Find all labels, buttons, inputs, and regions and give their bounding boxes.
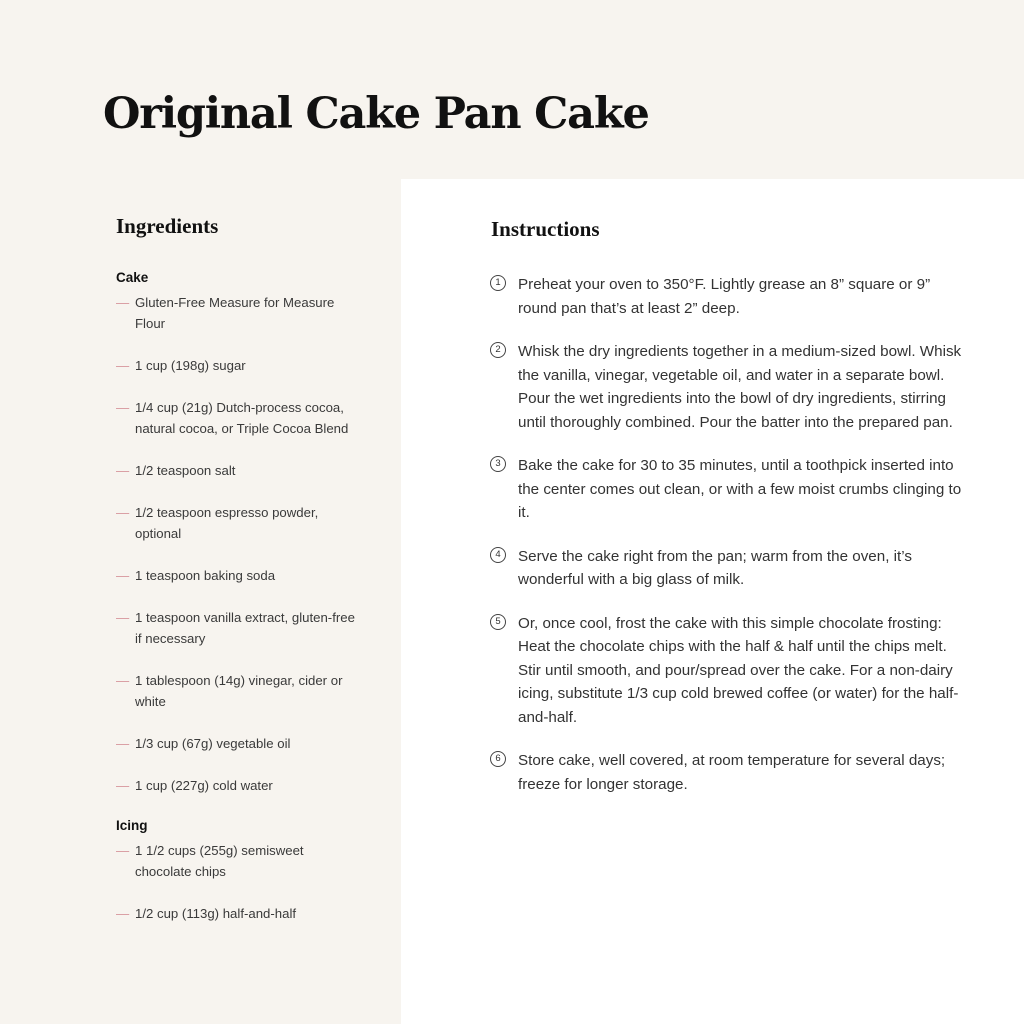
ingredient-item (116, 840, 356, 882)
ingredient-item (116, 502, 356, 544)
ingredient-item (116, 670, 356, 712)
ingredient-item (116, 292, 356, 334)
ingredient-group-label-cake: Cake (116, 270, 149, 285)
instruction-step (491, 273, 971, 320)
ingredient-item (116, 397, 356, 439)
instructions-heading: Instructions (491, 217, 600, 241)
step-text: Serve the cake right from the pan; warm from the oven, it’s wonderful with a big glass of milk. (518, 547, 912, 588)
dash-bullet-icon: — (116, 673, 130, 688)
ingredient-item (116, 733, 356, 754)
step-number-icon: 2 (490, 342, 506, 358)
instruction-steps (491, 273, 971, 796)
dash-bullet-icon: — (116, 295, 130, 310)
dash-bullet-icon: — (116, 505, 130, 520)
step-text: Preheat your oven to 350°F. Lightly grease an 8” square or 9” round pan that’s at least 2” deep. (518, 276, 931, 317)
step-text: Store cake, well covered, at room temperature for several days; freeze for longer storage. (518, 752, 946, 793)
dash-bullet-icon: — (116, 736, 130, 751)
ingredient-item (116, 355, 356, 376)
ingredient-item (116, 565, 356, 586)
icing-ingredient-list (116, 840, 356, 924)
ingredients-heading: Ingredients (116, 214, 219, 238)
ingredient-text: Gluten-Free Measure for Measure Flour (135, 295, 335, 331)
ingredient-item (116, 607, 356, 649)
page-title: Original Cake Pan Cake (103, 89, 649, 139)
instruction-step (491, 454, 971, 525)
ingredient-text: 1 1/2 cups (255g) semisweet chocolate chips (135, 843, 304, 879)
ingredient-text: 1/2 teaspoon espresso powder, optional (135, 505, 319, 541)
dash-bullet-icon: — (116, 906, 130, 921)
ingredient-item (116, 903, 356, 924)
instruction-step (491, 749, 971, 796)
ingredient-text: 1 cup (227g) cold water (135, 778, 273, 793)
step-number-icon: 1 (490, 275, 506, 291)
instructions-panel (401, 179, 1024, 1024)
step-number-icon: 6 (490, 751, 506, 767)
dash-bullet-icon: — (116, 358, 130, 373)
dash-bullet-icon: — (116, 463, 130, 478)
dash-bullet-icon: — (116, 778, 130, 793)
ingredient-item (116, 460, 356, 481)
ingredient-text: 1 teaspoon baking soda (135, 568, 276, 583)
ingredients-panel (116, 212, 356, 924)
instruction-step (491, 545, 971, 592)
ingredient-text: 1/3 cup (67g) vegetable oil (135, 736, 291, 751)
step-number-icon: 3 (490, 456, 506, 472)
dash-bullet-icon: — (116, 568, 130, 583)
ingredient-text: 1 tablespoon (14g) vinegar, cider or white (135, 673, 343, 709)
dash-bullet-icon: — (116, 610, 130, 625)
ingredient-text: 1/2 cup (113g) half-and-half (135, 906, 297, 921)
step-text: Whisk the dry ingredients together in a medium-sized bowl. Whisk the vanilla, vinegar, vegetable oil, and water in a separate bowl. Pour the wet ingredients into the bowl of dry ingredients, stirring until thoroughly combined. Pour the batter into the prepared pan. (518, 343, 962, 431)
step-number-icon: 4 (490, 547, 506, 563)
step-text: Bake the cake for 30 to 35 minutes, until a toothpick inserted into the center comes out clean, or with a few moist crumbs clinging to it. (518, 457, 962, 521)
dash-bullet-icon: — (116, 400, 130, 415)
instructions-content (491, 215, 971, 816)
ingredient-group-label-icing: Icing (116, 818, 148, 833)
step-text: Or, once cool, frost the cake with this simple chocolate frosting: Heat the chocolate chips with the half & half until the chips melt. Stir until smooth, and pour/spread over the cake. For a non-dairy icing, substitute 1/3 cup cold brewed coffee (or water) for the half-and-half. (518, 614, 959, 726)
step-number-icon: 5 (490, 614, 506, 630)
ingredient-text: 1 cup (198g) sugar (135, 358, 246, 373)
cake-ingredient-list (116, 292, 356, 796)
ingredient-item (116, 775, 356, 796)
ingredient-text: 1/4 cup (21g) Dutch-process cocoa, natural cocoa, or Triple Cocoa Blend (135, 400, 349, 436)
ingredient-text: 1 teaspoon vanilla extract, gluten-free if necessary (135, 610, 355, 646)
instruction-step (491, 612, 971, 730)
dash-bullet-icon: — (116, 843, 130, 858)
instruction-step (491, 340, 971, 434)
ingredient-text: 1/2 teaspoon salt (135, 463, 236, 478)
